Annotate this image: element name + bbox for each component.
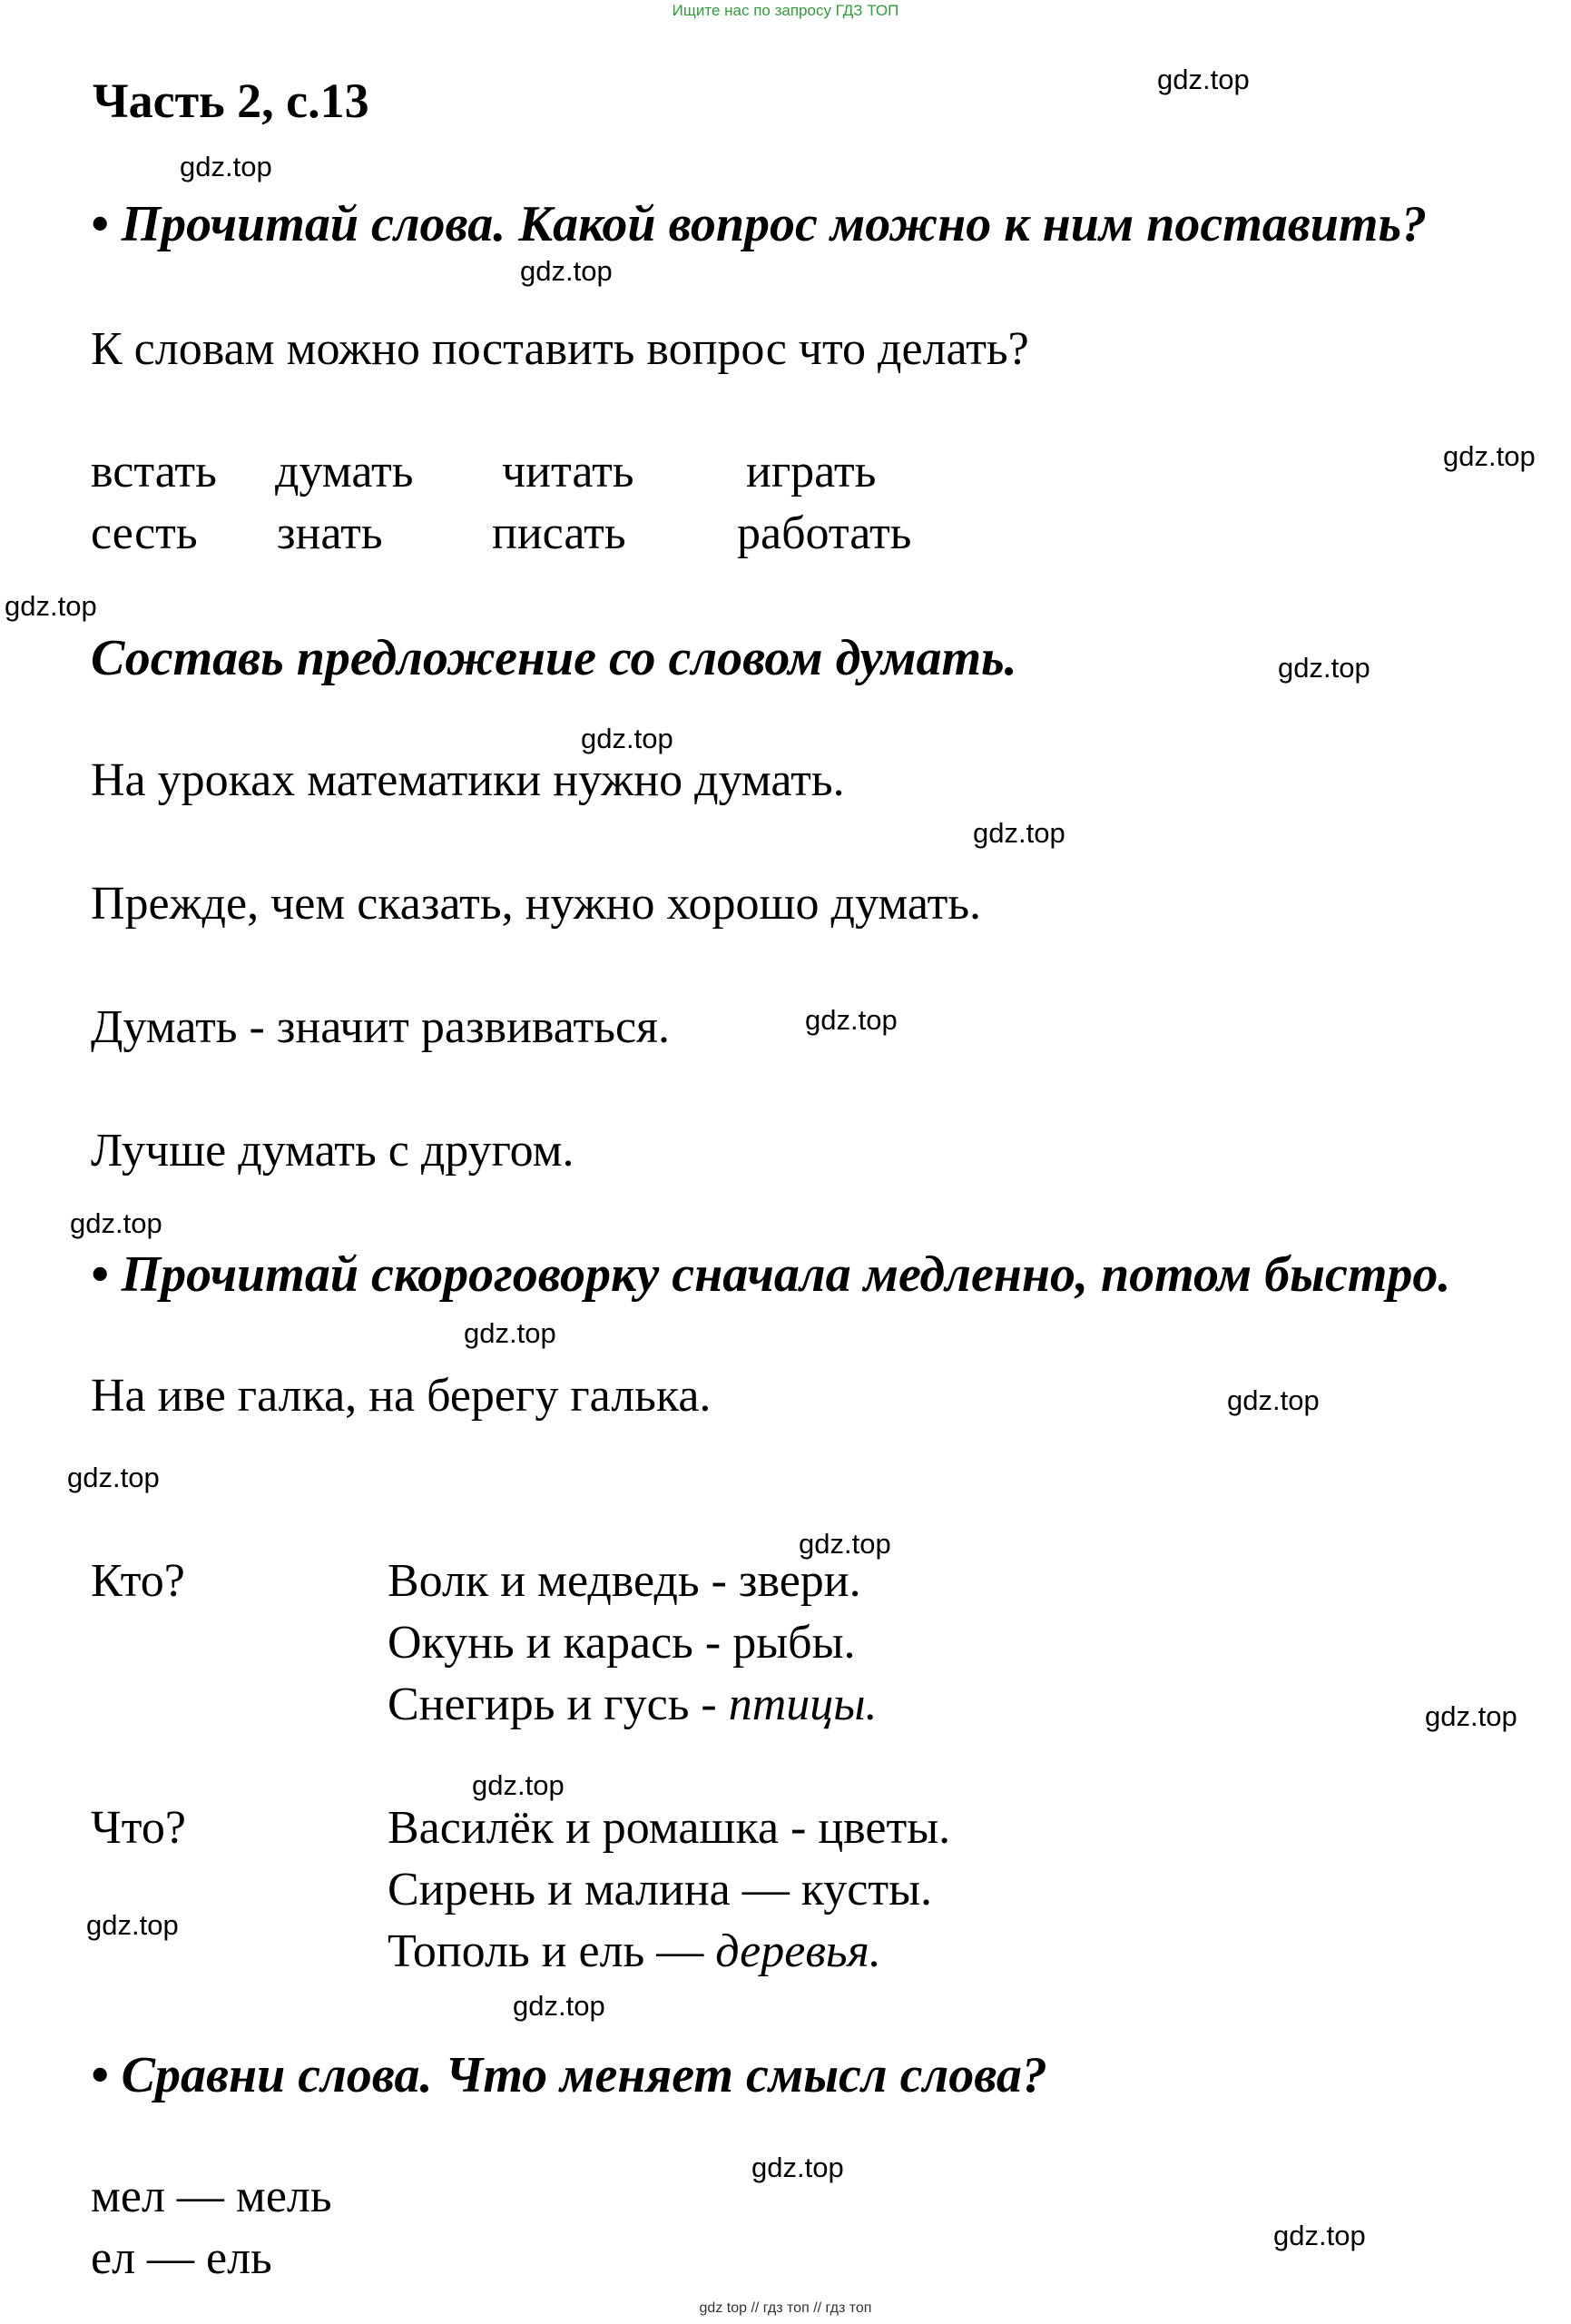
what-line-1-text: Василёк и ромашка - цветы. [388,1802,951,1854]
bottom-banner: gdz top // гдз топ // гдз топ [699,2300,872,2316]
watermark: gdz.top [1157,64,1250,95]
watermark: gdz.top [5,590,97,622]
word-1-2: думать [275,446,414,497]
tongue-twister: На иве галка, на берегу галька. [91,1370,712,1422]
who-line-3 [388,1678,878,1731]
word-2-1: сесть [91,507,198,559]
watermark: gdz.top [70,1207,162,1239]
task-2-heading: Составь предложение со словом думать. [91,630,1017,686]
watermark: gdz.top [805,1004,898,1036]
word-1-1: встать [91,446,217,497]
what-line-2-text: Сирень и малина — кусты. [388,1864,933,1915]
watermark: gdz.top [520,255,613,287]
watermark: gdz.top [1425,1700,1517,1732]
what-line-1 [388,1801,950,1855]
watermark: gdz.top [1227,1384,1320,1416]
what-line-3 [388,1925,881,1978]
sentence-4: Лучше думать с другом. [91,1125,574,1177]
answer-1: К словам можно поставить вопрос что делать? [91,323,1029,375]
what-line-3-italic: деревья. [715,1925,881,1977]
sentence-3: Думать - значит развиваться. [91,1001,670,1053]
compare-pair-2: ел — ель [91,2232,272,2284]
sentence-2: Прежде, чем сказать, нужно хорошо думать. [91,878,982,930]
watermark: gdz.top [1278,652,1370,684]
who-line-1-text: Волк и медведь - звери. [388,1555,861,1607]
who-line-2-text: Окунь и карась - рыбы. [388,1617,856,1669]
watermark: gdz.top [464,1317,556,1349]
watermark: gdz.top [751,2152,844,2183]
who-line-3-italic: птицы. [728,1679,878,1730]
watermark: gdz.top [67,1462,160,1493]
word-1-4: играть [746,446,877,497]
task-3-heading: • Прочитай скороговорку сначала медленно, потом быстро. [91,1246,1451,1303]
task-1-heading: • Прочитай слова. Какой вопрос можно к ним поставить? [91,196,1428,252]
word-2-3: писать [492,507,626,559]
watermark: gdz.top [799,1528,891,1560]
watermark: gdz.top [86,1909,179,1941]
top-banner: Ищите нас по запросу ГДЗ ТОП [672,2,899,19]
watermark: gdz.top [973,817,1065,849]
watermark: gdz.top [1443,440,1536,472]
who-line-1 [388,1554,861,1608]
who-line-3-text: Снегирь и гусь - [388,1679,729,1730]
what-label: Что? [91,1802,186,1854]
what-line-3-text: Тополь и ель — [388,1925,716,1977]
watermark: gdz.top [472,1769,565,1801]
page-title: Часть 2, с.13 [93,74,369,128]
word-1-3: читать [502,446,634,497]
compare-pair-1: мел — мель [91,2171,332,2222]
watermark: gdz.top [180,151,272,182]
task-4-heading: • Сравни слова. Что меняет смысл слова? [91,2047,1047,2103]
watermark: gdz.top [513,1990,605,2022]
word-2-4: работать [737,507,912,559]
who-line-2 [388,1616,856,1669]
word-2-2: знать [277,507,383,559]
watermark: gdz.top [1273,2220,1366,2251]
what-line-2 [388,1863,932,1916]
watermark: gdz.top [581,723,673,754]
sentence-1: На уроках математики нужно думать. [91,754,845,806]
who-label: Кто? [91,1555,185,1607]
